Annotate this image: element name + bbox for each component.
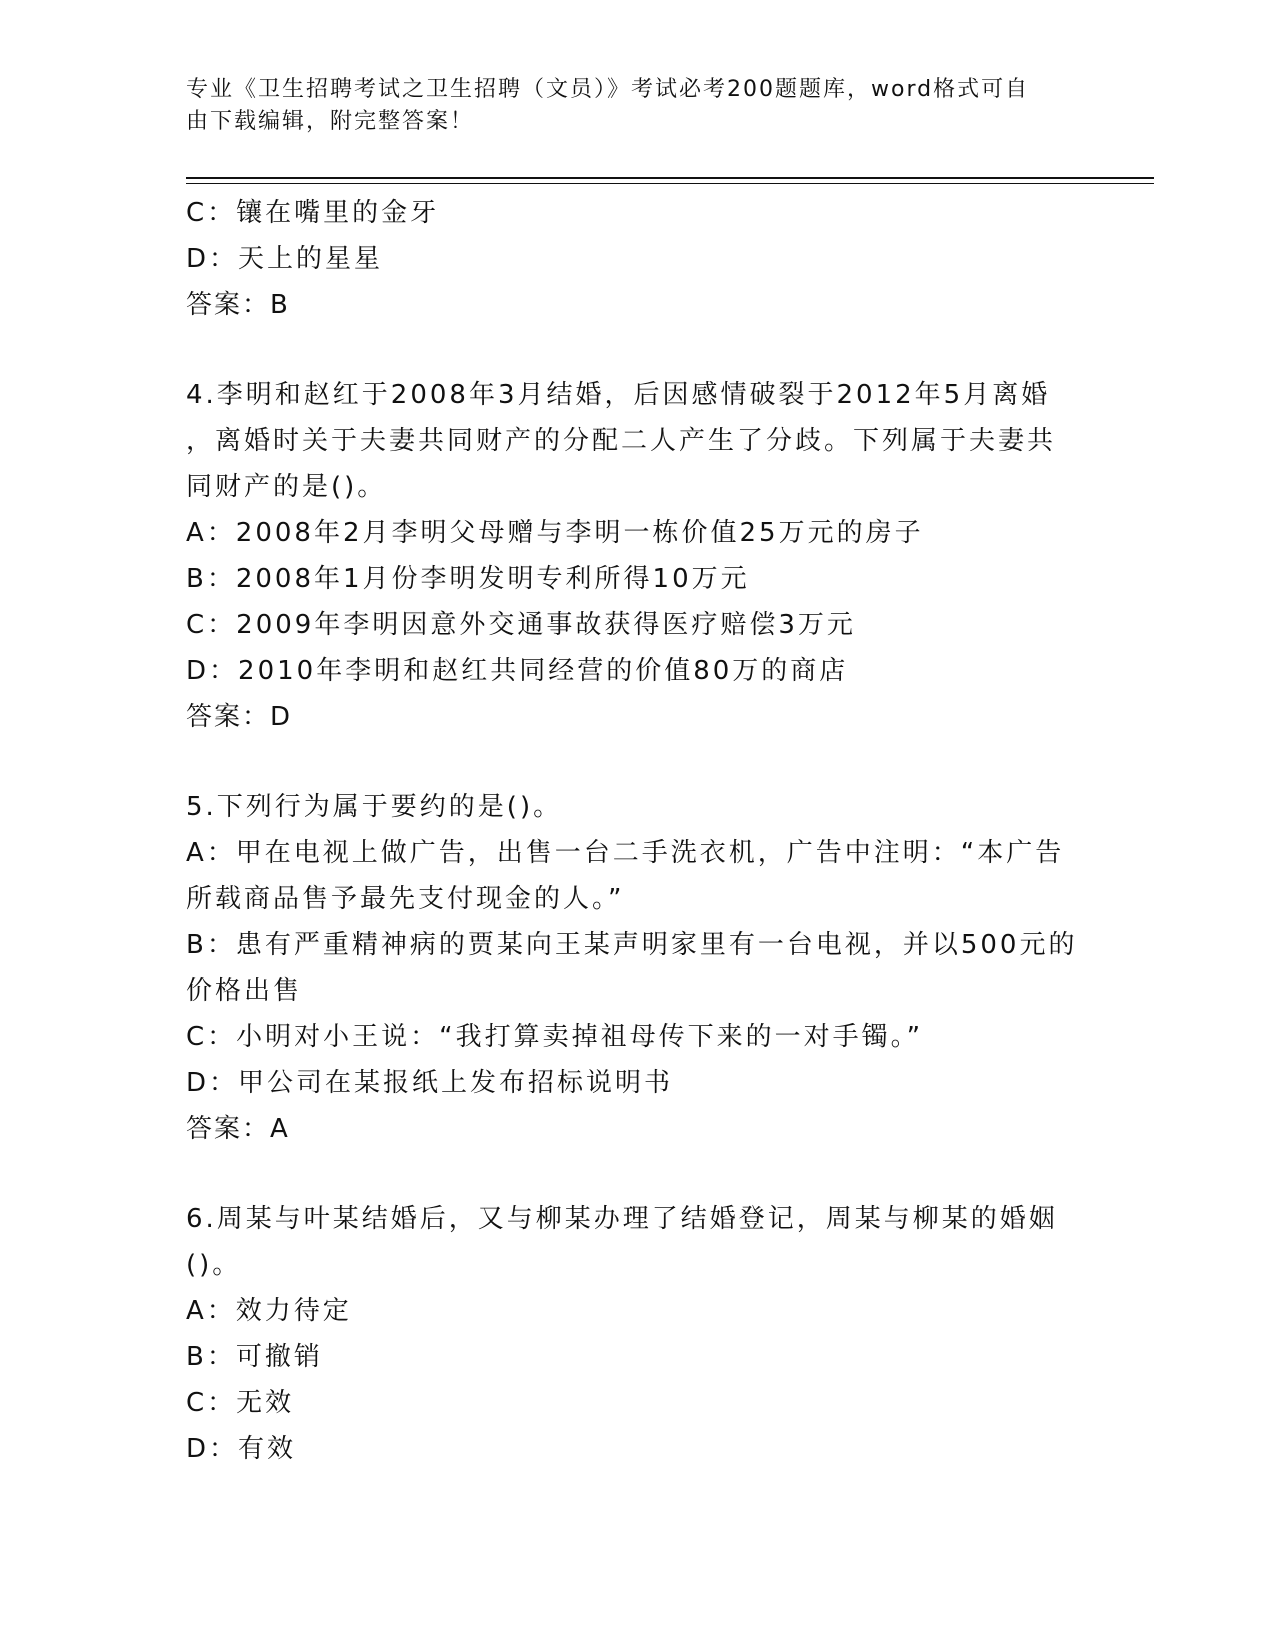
header-line-2: 由下载编辑，附完整答案！ xyxy=(186,109,475,134)
option-a: A：效力待定 xyxy=(186,1296,352,1326)
option-a: A：2008年2月李明父母赠与李明一栋价值25万元的房子 xyxy=(186,518,924,548)
option-b-line-2: 价格出售 xyxy=(186,976,303,1006)
question-stem-line: 4.李明和赵红于2008年3月结婚，后因感情破裂于2012年5月离婚 xyxy=(186,380,1051,410)
option-c: C：镶在嘴里的金牙 xyxy=(186,198,440,228)
option-d: D：2010年李明和赵红共同经营的价值80万的商店 xyxy=(186,656,849,686)
header-line-1: 专业《卫生招聘考试之卫生招聘（文员）》考试必考200题题库，word格式可自 xyxy=(186,77,1030,102)
answer-line: 答案：B xyxy=(186,290,290,320)
answer-line: 答案：A xyxy=(186,1114,290,1144)
header-divider-thick xyxy=(186,177,1154,179)
answer-line: 答案：D xyxy=(186,702,293,732)
question-stem-line: ，离婚时关于夫妻共同财产的分配二人产生了分歧。下列属于夫妻共 xyxy=(186,426,1057,456)
question-stem-line: 6.周某与叶某结婚后，又与柳某办理了结婚登记，周某与柳某的婚姻 xyxy=(186,1204,1058,1234)
option-a-line-2: 所载商品售予最先支付现金的人。” xyxy=(186,884,625,914)
option-d: D：甲公司在某报纸上发布招标说明书 xyxy=(186,1068,674,1098)
question-5 xyxy=(186,784,1086,1152)
option-c: C：2009年李明因意外交通事故获得医疗赔偿3万元 xyxy=(186,610,856,640)
document-header xyxy=(186,74,1086,138)
question-6 xyxy=(186,1196,1086,1472)
option-c: C：小明对小王说：“我打算卖掉祖母传下来的一对手镯。” xyxy=(186,1022,924,1052)
document-body xyxy=(186,190,1086,1472)
question-stem-line: ()。 xyxy=(186,1250,242,1280)
header-divider-thin xyxy=(186,183,1154,184)
option-d: D：有效 xyxy=(186,1434,297,1464)
option-b: B：2008年1月份李明发明专利所得10万元 xyxy=(186,564,750,594)
option-b: B：可撤销 xyxy=(186,1342,323,1372)
question-3-carryover xyxy=(186,190,1086,328)
question-stem-line: 同财产的是()。 xyxy=(186,472,387,502)
question-4 xyxy=(186,372,1086,740)
question-stem-line: 5.下列行为属于要约的是()。 xyxy=(186,792,563,822)
option-a-line-1: A：甲在电视上做广告，出售一台二手洗衣机，广告中注明：“本广告 xyxy=(186,838,1065,868)
option-d: D：天上的星星 xyxy=(186,244,384,274)
option-c: C：无效 xyxy=(186,1388,295,1418)
option-b-line-1: B：患有严重精神病的贾某向王某声明家里有一台电视，并以500元的 xyxy=(186,930,1078,960)
